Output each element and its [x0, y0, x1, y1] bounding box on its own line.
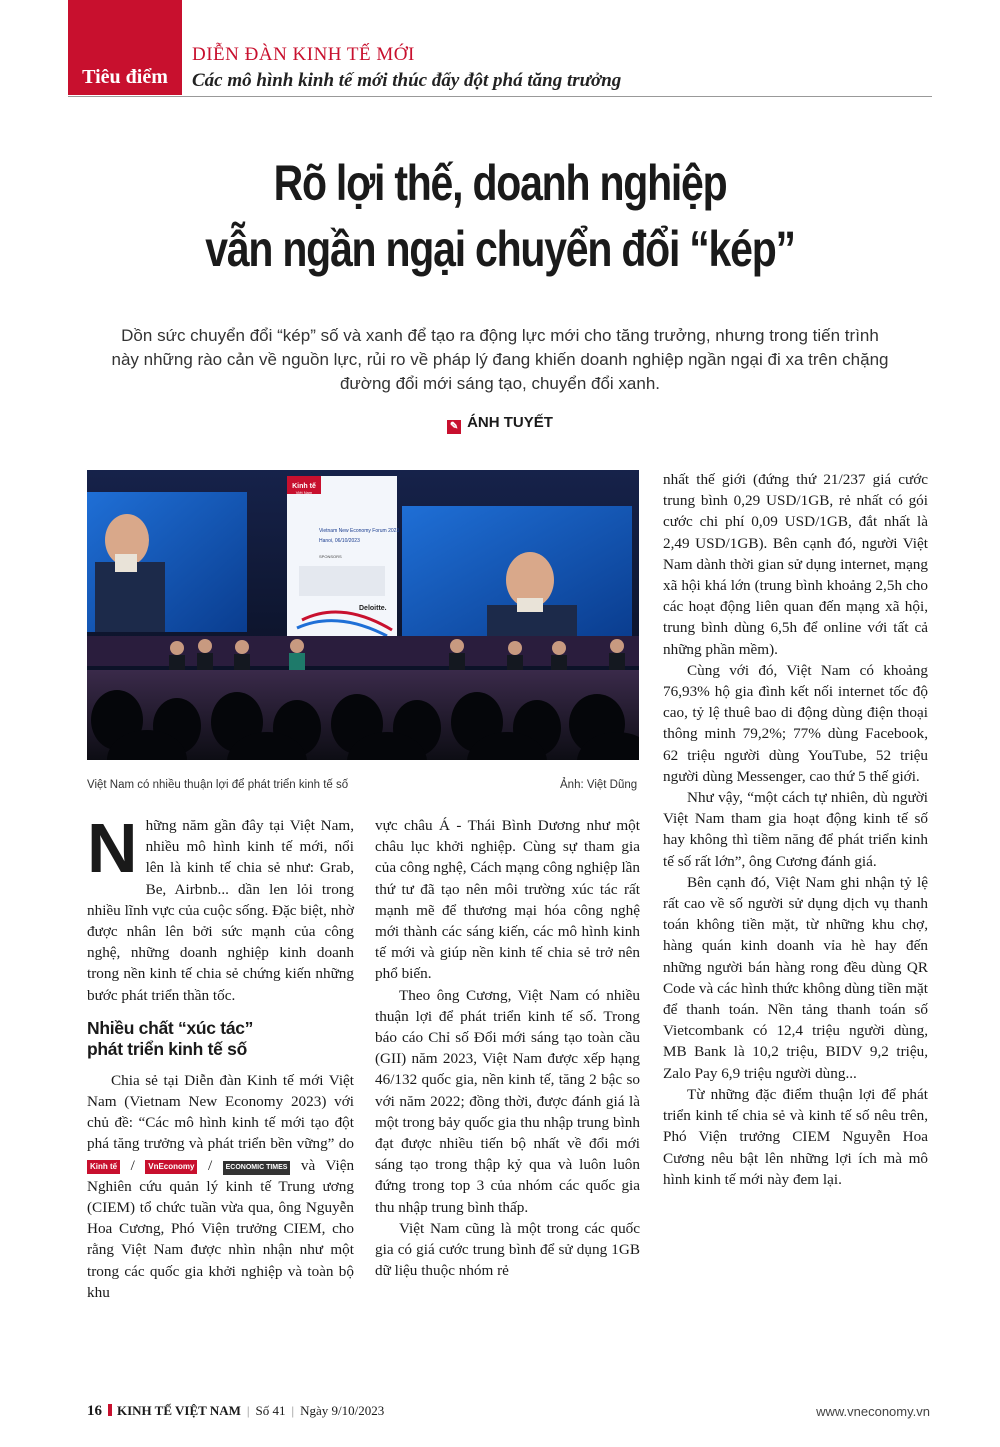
title-line-2: vẫn ngần ngại chuyển đổi “kép” [205, 221, 795, 277]
issue-number: Số 41 [255, 1403, 286, 1418]
author-name: ÁNH TUYẾT [467, 414, 553, 431]
subheading [87, 1018, 354, 1060]
section-tag [68, 0, 182, 95]
article-lead: Dồn sức chuyển đổi “kép” số và xanh để tạo ra động lực mới cho tăng trưởng, nhưng trong tiến trình này những rào cản về nguồn lực, rủi ro về pháp lý đang khiến doanh nghiệp ngần ngại đi xa trên chặng đường đổi mới sáng tạo, chuyển đổi xanh. [111, 326, 889, 393]
paragraph: Từ những đặc điểm thuận lợi để phát triển kinh tế chia sẻ và kinh tế số nêu trên, Phó Viện trưởng CIEM Nguyễn Hoa Cương nêu bật lên những lợi ích mà mô hình kinh tế mới này đem lại. [663, 1085, 928, 1188]
article-column-3 [663, 469, 928, 1190]
section-name: DIỄN ĐÀN KINH TẾ MỚI [192, 44, 415, 65]
vneconomy-logo: VnEconomy [145, 1160, 197, 1174]
slash: / [207, 1156, 213, 1174]
paragraph-intro [87, 809, 354, 1006]
paragraph: Như vậy, “một cách tự nhiên, dù người Việt Nam tham gia hoạt động kinh tế số hay không thì tiềm năng để phát triển kinh tế số rất lớn”, ông Cương đánh giá. [663, 789, 928, 870]
subheading-line-1: Nhiều chất “xúc tác” [87, 1017, 254, 1038]
paragraph: Cùng với đó, Việt Nam có khoảng 76,93% hộ gia đình kết nối internet tốc độ cao, tỷ lệ thuê bao di động dùng điện thoại thông minh 79,2%; 77% dùng Facebook, 62 triệu người dùng YouTube, 52 triệu người dùng Messenger, cao thứ 5 thế giới. [663, 661, 928, 785]
page-number: 16 [87, 1403, 102, 1419]
slash: / [130, 1156, 135, 1174]
drop-cap: N [87, 809, 138, 887]
screen-sponsors: SPONSORS [319, 554, 342, 559]
title-line-1: Rõ lợi thế, doanh nghiệp [273, 155, 727, 211]
article-title [139, 150, 861, 282]
screen-title: Vietnam New Economy Forum 2023 [319, 528, 400, 534]
pen-icon: ✎ [447, 420, 461, 434]
screen-date: Hanoi, 06/10/2023 [319, 538, 360, 544]
paragraph [87, 1070, 354, 1303]
article-photo [87, 470, 639, 760]
screen-deloitte: Deloitte. [359, 605, 387, 612]
conference-photo-illustration [87, 470, 639, 760]
paragraph: Bên cạnh đó, Việt Nam ghi nhận tỷ lệ rất cao về số người sử dụng dịch vụ thanh toán không tiền mặt, từ những khu chợ, hàng quán kinh doanh vỉa hè hay đến những người bán hàng rong đều dùng QR Code và các hình thức không dùng tiền mặt để thanh toán. Nền tảng thanh toán số Vietcombank có 12,4 triệu người dùng, MB Bank là 10,2 triệu, BIDV 9,2 triệu, Zalo Pay 6,9 triệu người dùng... [663, 873, 928, 1082]
paragraph: vực châu Á - Thái Bình Dương như một châu lục khởi nghiệp. Cùng sự tham gia của công nghệ, Cách mạng công nghiệp lần thứ tư đã tạo nên môi trường xúc tác rất mạnh mẽ để thương mại hóa công nghệ mới thành các sáng kiến, các mô hình kinh tế mới và giúp nền kinh tế chia sẻ trở nên phổ biến. [375, 817, 640, 983]
paragraph: nhất thế giới (đứng thứ 21/237 giá cước trung bình 0,29 USD/1GB, rẻ nhất có gói cước chi phí 0,09 USD/1GB, đắt nhất là 2,49 USD/1GB). Bên cạnh đó, người Việt Nam dành thời gian sử dụng internet, mạng xã hội khá lớn (trung bình khoảng 2,5h cho các hoạt động liên quan đến mạng xã hội, trung bình dùng 6,5h để online với tất cả những phần mềm). [663, 471, 928, 658]
subsection-name: Các mô hình kinh tế mới thúc đẩy đột phá tăng trưởng [192, 70, 622, 91]
subheading-line-2: phát triển kinh tế số [87, 1038, 247, 1059]
paragraph-text: và Viện Nghiên cứu quản lý kinh tế Trung ương (CIEM) tổ chức tuần vừa qua, ông Nguyễn Hoa Cương, Phó Viện trưởng CIEM, cho rằng Việt Nam được nhìn nhận như một trong các quốc gia khởi nghiệp và toàn bộ khu [87, 1156, 355, 1301]
section-tag-label: Tiêu điểm [82, 66, 168, 88]
paragraph: Theo ông Cương, Việt Nam có nhiều thuận lợi để phát triển kinh tế số. Trong báo cáo Chỉ số Đổi mới sáng tạo toàn cầu (GII) năm 2023, Việt Nam được xếp hạng 46/132 quốc gia, nền kinh tế, tăng 2 bậc so với năm 2022; đồng thời, được đánh giá là một trong bảy quốc gia thu nhập trung bình đạt được nhiều tiến bộ nhất về đổi mới sáng tạo trong thập kỷ qua và luôn luôn đứng trong top 3 của nhóm các quốc gia thu nhập trung bình thấp. [375, 986, 640, 1216]
article-column-1 [87, 809, 355, 1303]
screen-logo-sub: Việt Nam [295, 490, 313, 495]
byline [0, 414, 1000, 434]
photo-caption: Việt Nam có nhiều thuận lợi để phát triển kinh tế số [87, 779, 349, 791]
paragraph-text: Chia sẻ tại Diễn đàn Kinh tế mới Việt Nam (Vietnam New Economy 2023) với chủ đề: “Các mô hình kinh tế mới tạo đột phá tăng trưởng và phát triển bền vững” do [87, 1071, 354, 1153]
kinh-te-logo: Kinh tế [87, 1160, 120, 1174]
photo-credit: Ảnh: Việt Dũng [560, 779, 638, 791]
separator: | [246, 1403, 250, 1418]
economic-times-logo: ECONOMIC TIMES [223, 1161, 291, 1175]
separator: | [291, 1403, 295, 1418]
article-column-2 [375, 815, 640, 1281]
paragraph-intro-text: hững năm gần đây tại Việt Nam, nhiều mô hình kinh tế mới, nổi lên là kinh tế chia sẻ như: Grab, Be, Airbnb... dần len lỏi trong nhiều lĩnh vực của cuộc sống. Đặc biệt, nhờ được nhân lên bởi sức mạnh của công nghệ, những doanh nghiệp kinh doanh trong nền kinh tế chia sẻ chứng kiến những bước phát triển thần tốc. [87, 817, 354, 1004]
screen-logo: Kinh tế [292, 483, 316, 490]
footer-accent-bar [108, 1404, 112, 1416]
header-divider [68, 96, 932, 97]
issue-date: Ngày 9/10/2023 [300, 1403, 385, 1418]
paragraph: Việt Nam cũng là một trong các quốc gia có giá cước trung bình để sử dụng 1GB dữ liệu thuộc nhóm rẻ [375, 1219, 640, 1280]
magazine-name: KINH TẾ VIỆT NAM [117, 1403, 241, 1418]
website-url[interactable]: www.vneconomy.vn [816, 1404, 930, 1419]
page-footer [87, 1403, 384, 1420]
